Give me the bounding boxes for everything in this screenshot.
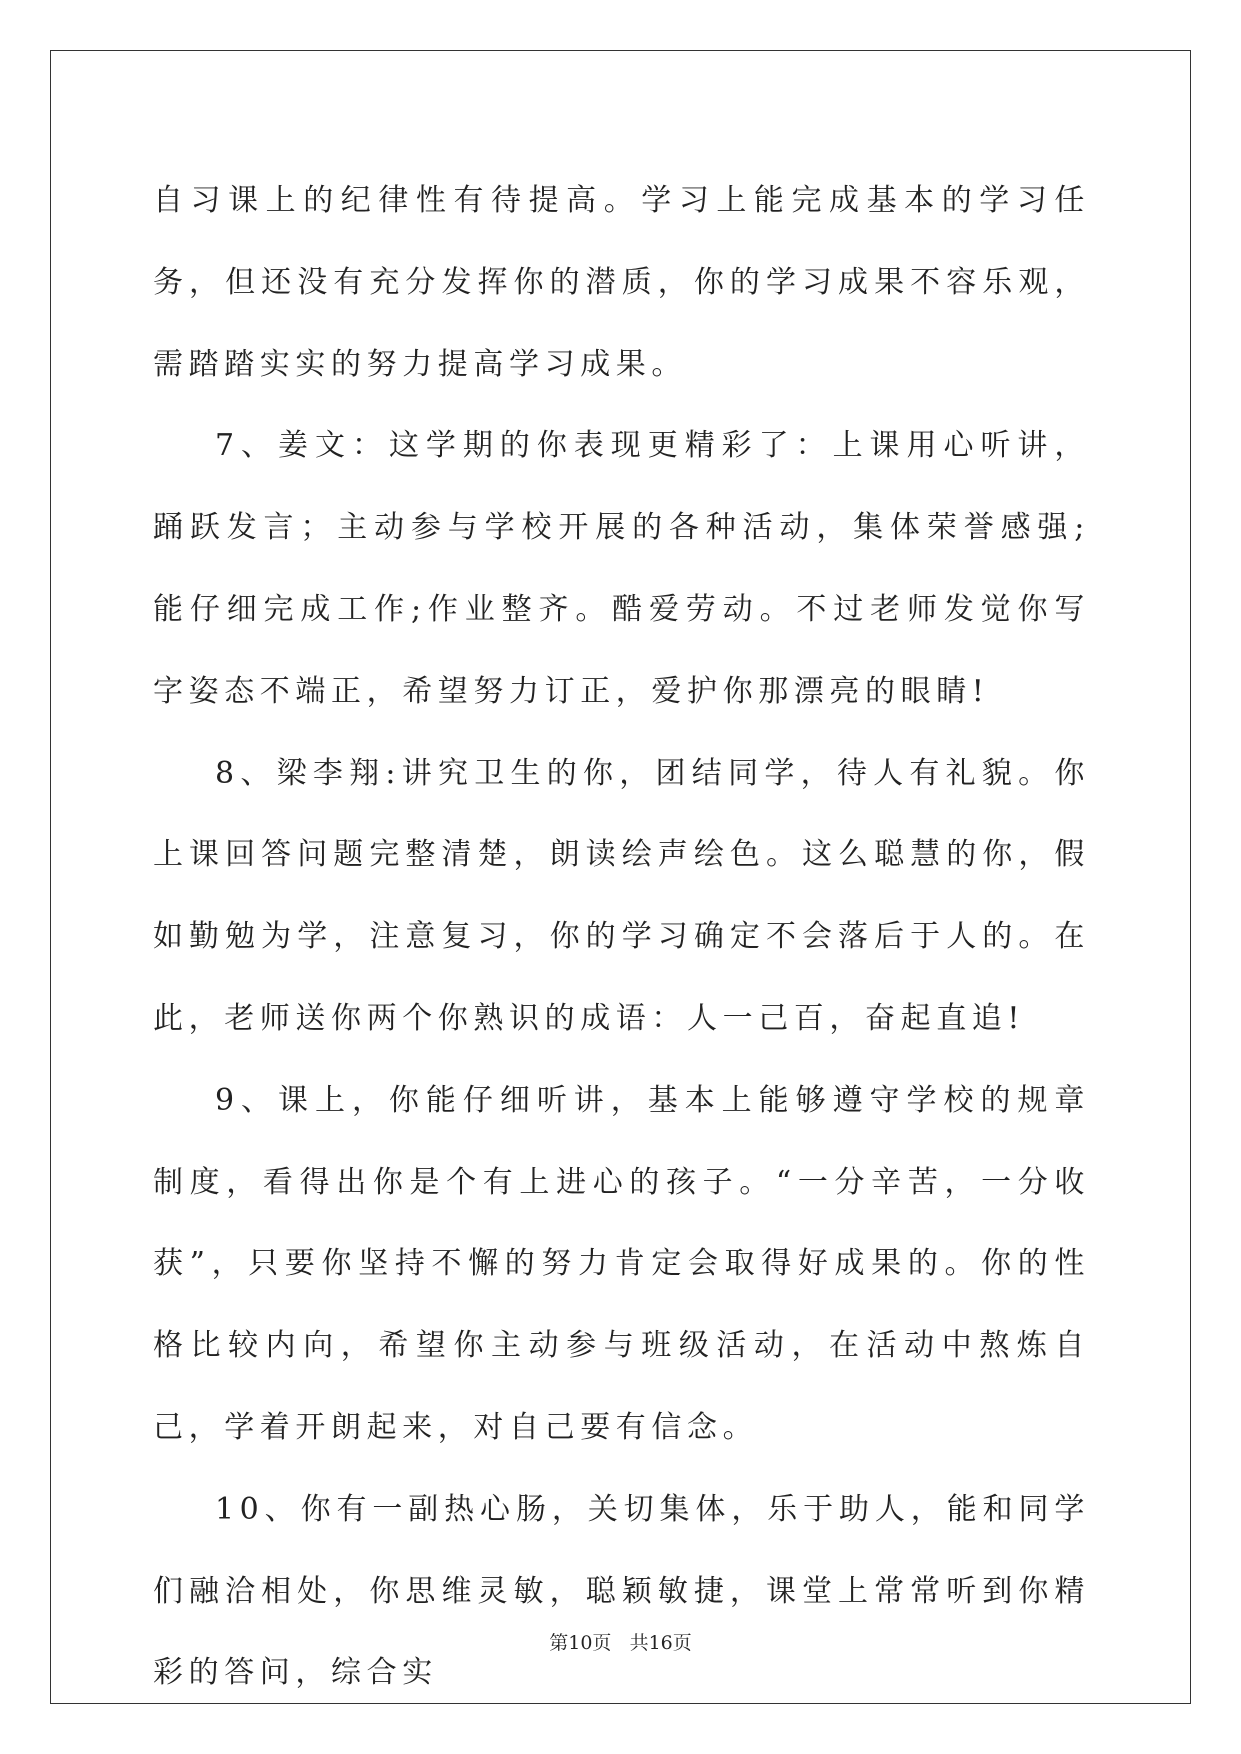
paragraph-continuation: 自习课上的纪律性有待提高。学习上能完成基本的学习任务，但还没有充分发挥你的潜质，你的学习成果不容乐观，需踏踏实实的努力提高学习成果。 [153, 183, 1090, 382]
document-body [153, 160, 1090, 1714]
page-total: 共16页 [629, 1632, 692, 1654]
page-number: 第10页 [549, 1632, 612, 1654]
page-footer [0, 1628, 1241, 1655]
paragraph-comment-9: 9、课上，你能仔细听讲，基本上能够遵守学校的规章制度，看得出你是个有上进心的孩子。“一分辛苦，一分收获”，只要你坚持不懈的努力肯定会取得好成果的。你的性格比较内向，希望你主动参与班级活动，在活动中熬炼自己，学着开朗起来，对自己要有信念。 [153, 1082, 1090, 1445]
paragraph-comment-8: 8、梁李翔:讲究卫生的你，团结同学，待人有礼貌。你上课回答问题完整清楚，朗读绘声绘色。这么聪慧的你，假如勤勉为学，注意复习，你的学习确定不会落后于人的。在此，老师送你两个你熟识的成语：人一己百，奋起直追! [153, 755, 1090, 1036]
paragraph-comment-7: 7、姜文：这学期的你表现更精彩了：上课用心听讲，踊跃发言；主动参与学校开展的各种活动，集体荣誉感强;能仔细完成工作;作业整齐。酷爱劳动。不过老师发觉你写字姿态不端正，希望努力订正，爱护你那漂亮的眼睛! [153, 428, 1090, 709]
paragraph-comment-10: 10、你有一副热心肠，关切集体，乐于助人，能和同学们融洽相处，你思维灵敏，聪颖敏捷，课堂上常常听到你精彩的答问，综合实 [153, 1491, 1090, 1691]
